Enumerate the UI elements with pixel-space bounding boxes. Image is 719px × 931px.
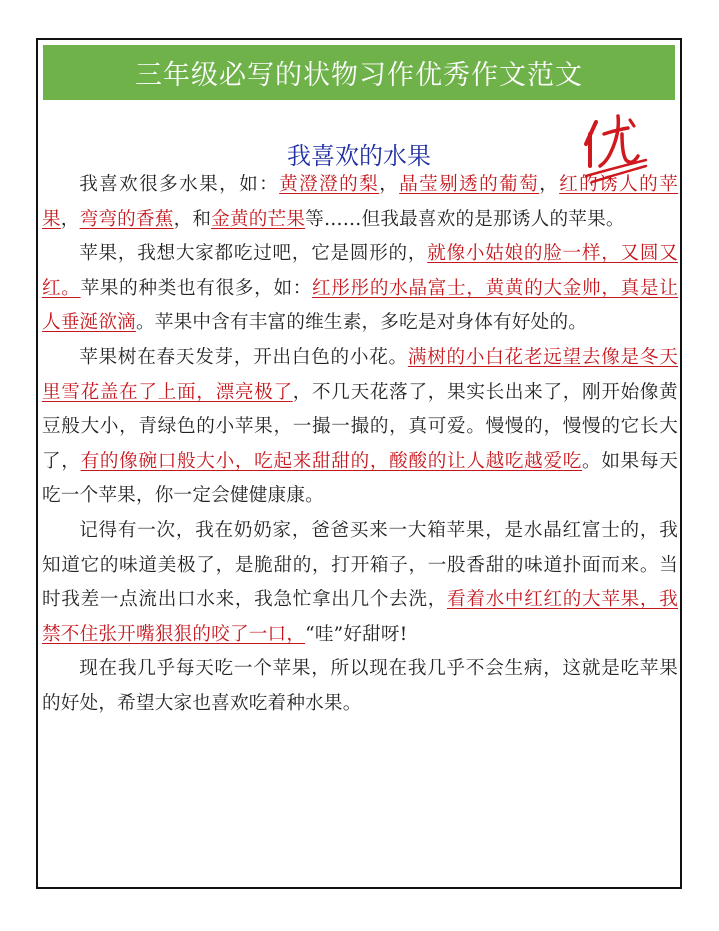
text-segment: 。如果每天吃一个苹果，你一定会健健康康。 <box>42 450 678 507</box>
highlight-phrase: 满树的小白花老远望去像是冬天里雪花盖在了上面，漂亮极了 <box>42 346 678 403</box>
paragraph-1 <box>42 168 678 237</box>
highlight-phrase: 看着水中红红的大苹果，我禁不住张开嘴狠狠的咬了一口， <box>42 589 679 645</box>
text-segment: 苹果，我想大家都吃过吧，它是圆形的， <box>79 243 428 265</box>
highlight-phrase: 弯弯的香蕉 <box>79 208 174 230</box>
text-segment: ， <box>379 174 400 195</box>
banner-title: 三年级必写的状物习作优秀作文范文 <box>43 45 675 100</box>
text-segment: 我喜欢很多水果，如： <box>79 174 280 195</box>
page-frame <box>36 38 682 889</box>
text-segment: 。苹果中含有丰富的维生素，多吃是对身体有好处的。 <box>135 312 588 334</box>
paragraph-4 <box>42 514 678 652</box>
highlight-phrase: 晶莹剔透的葡萄 <box>399 174 540 195</box>
highlight-phrase: 红的诱人的苹果 <box>42 174 678 230</box>
paragraph-3 <box>42 341 678 514</box>
paragraph-2 <box>42 237 678 341</box>
text-segment: ，不几天花落了，果实长出来了，刚开始像黄豆般大小，青绿色的小苹果，一撮一撮的，真可爱。慢慢的，慢慢的它长大了， <box>42 381 678 472</box>
text-segment: 苹果的种类也有很多，如： <box>80 277 313 299</box>
highlight-phrase: 就像小姑娘的脸一样，又圆又红。 <box>42 243 678 299</box>
text-segment: “哇”好甜呀! <box>305 623 408 645</box>
text-segment: ， <box>539 174 560 195</box>
text-segment: 等……但我最喜欢的是那诱人的苹果。 <box>305 208 625 230</box>
text-segment: ，和 <box>173 208 212 230</box>
paragraph-5 <box>42 652 678 721</box>
text-segment: 苹果树在春天发芽，开出白色的小花。 <box>79 346 408 368</box>
essay-title: 我喜欢的水果 <box>287 142 431 170</box>
text-segment: ， <box>60 208 80 230</box>
highlight-phrase: 有的像碗口般大小，吃起来甜甜的，酸酸的让人越吃越爱吃 <box>80 450 583 472</box>
highlight-phrase: 红彤彤的水晶富士，黄黄的大金帅，真是让人垂涎欲滴 <box>42 277 678 334</box>
highlight-phrase: 金黄的芒果 <box>211 208 306 230</box>
text-segment: 记得有一次，我在奶奶家，爸爸买来一大箱苹果，是水晶红富士的，我知道它的味道美极了，是脆甜的，打开箱子，一股香甜的味道扑面而来。当时我差一点流出口水来，我急忙拿出几个去洗， <box>42 519 678 611</box>
essay-body <box>42 168 678 722</box>
highlight-phrase: 黄澄澄的梨 <box>279 174 380 195</box>
text-segment: 现在我几乎每天吃一个苹果，所以现在我几乎不会生病，这就是吃苹果的好处，希望大家也喜欢吃着种水果。 <box>42 658 678 714</box>
